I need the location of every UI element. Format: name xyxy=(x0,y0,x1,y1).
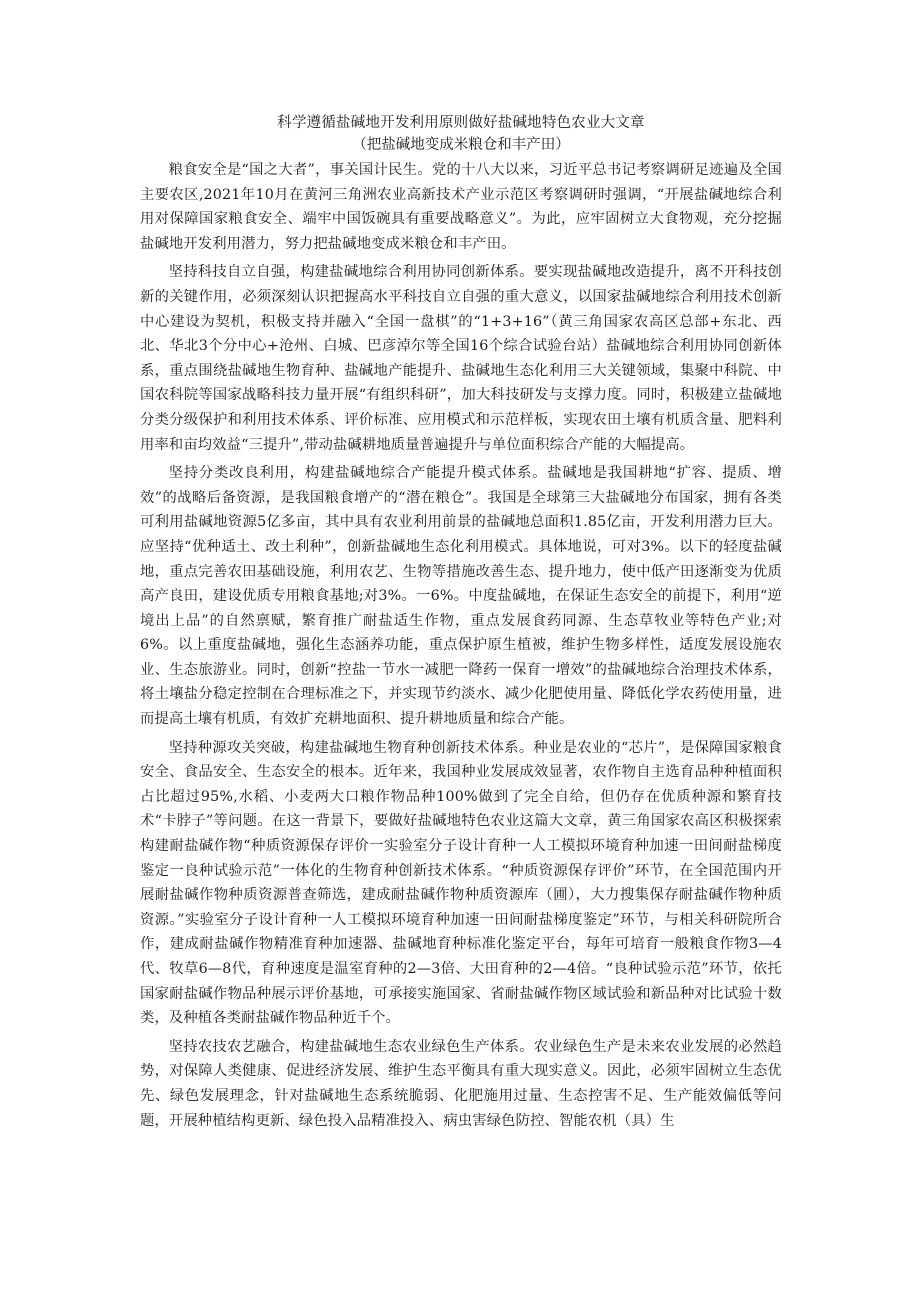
paragraph-seed-breeding: 坚持种源攻关突破，构建盐碱地生物育种创新技术体系。种业是农业的“芯片”，是保障国家粮食安全、食品安全、生态安全的根本。近年来，我国种业发展成效显著，农作物自主选育品种种植面积占比超过95%,水稻、小麦两大口粮作物品种100%做到了完全自给，但仍存在优质种源和繁育技术“卡脖子”等问题。在这一背景下，要做好盐碱地特色农业这篇大文章，黄三角国家农高区积极探索构建耐盐碱作物“种质资源保存评价一实验室分子设计育种一人工模拟环境育种加速一田间耐盐梯度鉴定一良种试验示范”一体化的生物育种创新技术体系。“种质资源保存评价”环节，在全国范围内开展耐盐碱作物种质资源普查筛选，建成耐盐碱作物种质资源库（圃），大力搜集保存耐盐碱作物种质资源。”实验室分子设计育种一人工模拟环境育种加速一田间耐盐梯度鉴定”环节，与相关科研院所合作，建成耐盐碱作物精准育种加速器、盐碱地育种标准化鉴定平台，每年可培育一般粮食作物3—4代、牧草6—8代，育种速度是温室育种的2—3倍、大田育种的2—4倍。“良种试验示范”环节，依托国家耐盐碱作物品种展示评价基地，可承接实施国家、省耐盐碱作物区域试验和新品种对比试验十数类，及种植各类耐盐碱作物品种近千个。 xyxy=(140,739,782,1027)
paragraph-green-production: 坚持农技农艺融合，构建盐碱地生态农业绿色生产体系。农业绿色生产是未来农业发展的必然趋势，对保障人类健康、促进经济发展、维护生态平衡具有重大现实意义。因此，必须牢固树立生态优先、绿色发展理念，针对盐碱地生态系统脆弱、化肥施用过量、生态控害不足、生产能效偏低等问题，开展种植结构更新、绿色投入品精准投入、病虫害绿色防控、智能农机（具）生 xyxy=(140,1038,782,1129)
paragraph-classified-improvement: 坚持分类改良利用，构建盐碱地综合产能提升模式体系。盐碱地是我国耕地“扩容、提质、增效”的战略后备资源，是我国粮食增产的“潜在粮仓”。我国是全球第三大盐碱地分布国家，拥有各类可利用盐碱地资源5亿多亩，其中具有农业利用前景的盐碱地总面积1.85亿亩，开发利用潜力巨大。应坚持“优种适土、改土利种”，创新盐碱地生态化利用模式。具体地说，可对3%。以下的轻度盐碱地，重点完善农田基础设施，利用农艺、生物等措施改善生态、提升地力，使中低产田逐渐变为优质高产良田，建设优质专用粮食基地;对3%。一6%。中度盐碱地，在保证生态安全的前提下，利用“逆境出上品”的自然禀赋，繁育推广耐盐适生作物，重点发展食药同源、生态草牧业等特色产业;对6%。以上重度盐碱地，强化生态涵养功能，重点保护原生植被，维护生物多样性，适度发展设施农业、生态旅游业。同时，创新“控盐一节水一减肥一降药一保育一增效”的盐碱地综合治理技术体系，将土壤盐分稳定控制在合理标准之下，并实现节约淡水、减少化肥使用量、降低化学农药使用量，进而提高土壤有机质，有效扩充耕地面积、提升耕地质量和综合产能。 xyxy=(140,465,782,728)
document-title: 科学遵循盐碱地开发利用原则做好盐碱地特色农业大文章 xyxy=(277,115,645,131)
paragraph-intro: 粮食安全是“国之大者”，事关国计民生。党的十八大以来，习近平总书记考察调研足迹遍及全国主要农区,2021年10月在黄河三角洲农业高新技术产业示范区考察调研时强调，“开展盐碱地综合利用对保障国家粮食安全、端牢中国饭碗具有重要战略意义”。为此，应牢固树立大食物观，充分挖掘盐碱地开发利用潜力，努力把盐碱地变成米粮仓和丰产田。 xyxy=(140,162,782,252)
document-page xyxy=(140,112,782,1137)
paragraph-tech-innovation: 坚持科技自立自强，构建盐碱地综合利用协同创新体系。要实现盐碱地改造提升，离不开科技创新的关键作用，必须深刻认识把握高水平科技自立自强的重大意义，以国家盐碱地综合利用技术创新中心建设为契机，积极支持并融入“全国一盘棋”的“1+3+16”（黄三角国家农高区总部+东北、西北、华北3个分中心+沧州、白城、巴彦淖尔等全国16个综合试验台站）盐碱地综合利用协同创新体系，重点围绕盐碱地生物育种、盐碱地产能提升、盐碱地生态化利用三大关键领域，集聚中科院、中国农科院等国家战略科技力量开展“有组织科研”，加大科技研发与支撑力度。同时，积极建立盐碱地分类分级保护和利用技术体系、评价标准、应用模式和示范样板，实现农田土壤有机质含量、肥料利用率和亩均效益“三提升”,带动盐碱耕地质量普遍提升与单位面积综合产能的大幅提高。 xyxy=(140,264,782,453)
document-subtitle: （把盐碱地变成米粮仓和丰产田） xyxy=(352,137,570,153)
